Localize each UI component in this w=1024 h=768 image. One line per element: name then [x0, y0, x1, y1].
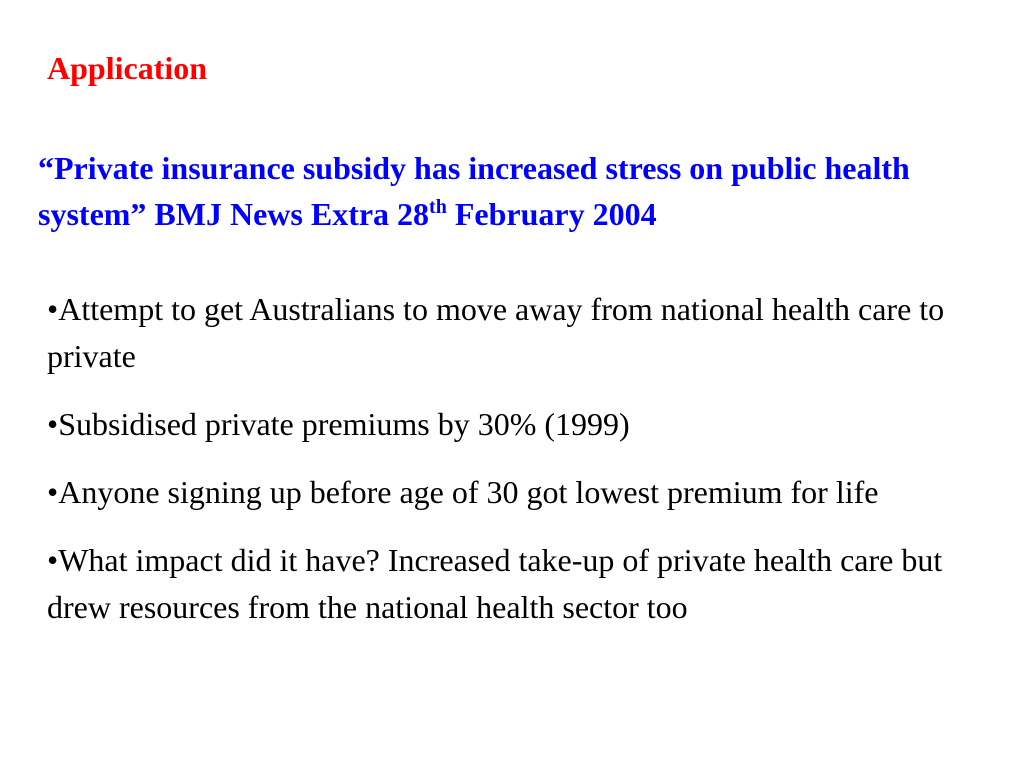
bullet-item: •Anyone signing up before age of 30 got lowest premium for life: [47, 474, 879, 510]
bullet-item: •Attempt to get Australians to move away from national health care to private: [47, 291, 945, 374]
bullet-item: •What impact did it have? Increased take-up of private health care but drew resources from the national health sector too: [47, 542, 943, 625]
slide-heading: Application: [47, 50, 208, 86]
bullet-list: [47, 286, 987, 652]
quote-headline: [38, 145, 1018, 237]
quote-text: “Private insurance subsidy has increased stress on public health system” BMJ News Extra 28: [38, 150, 910, 232]
quote-date-text: February 2004: [446, 196, 657, 232]
quote-superscript: th: [429, 196, 447, 218]
bullet-item: •Subsidised private premiums by 30% (1999): [47, 406, 630, 442]
